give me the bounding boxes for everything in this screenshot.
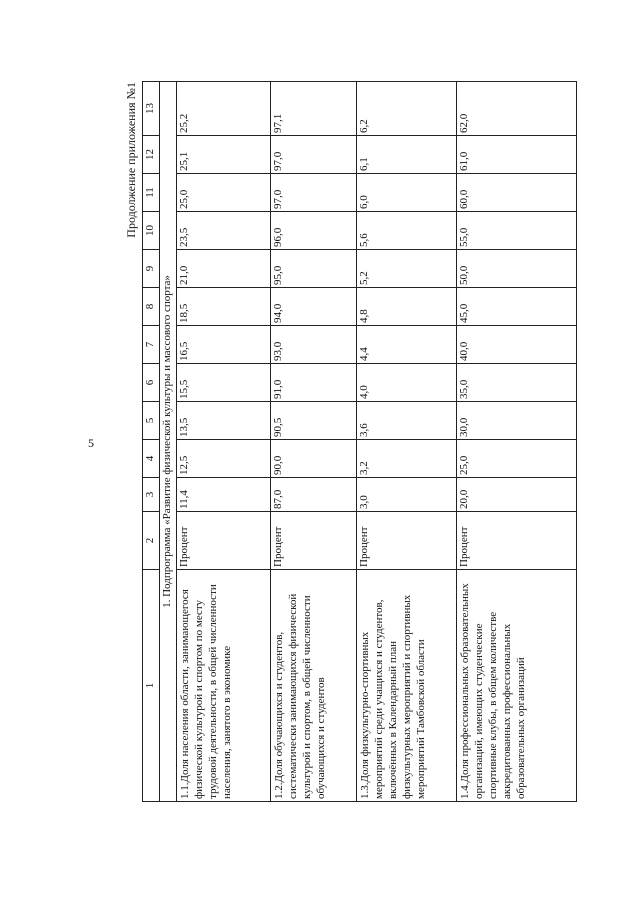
- value-cell: 4,0: [357, 364, 457, 402]
- value-cell: 30,0: [457, 402, 577, 440]
- value-cell: 6,1: [357, 136, 457, 174]
- indicator-name: 1.4.Доля профессиональных образовательных организаций, имеющих студенческие спортивные клубы, в общем количестве аккредитованных профессиональных образовательных организаций: [457, 570, 577, 802]
- col-header: 11: [143, 174, 160, 212]
- value-cell: 6,0: [357, 174, 457, 212]
- col-header: 3: [143, 478, 160, 512]
- indicator-name: 1.3.Доля физкультурно-спортивных мероприятий среди учащихся и студентов, включённых в Календарный план физкультурных мероприятий и спортивных мероприятий Тамбовской области: [357, 570, 457, 802]
- value-cell: 60,0: [457, 174, 577, 212]
- value-cell: 13,5: [177, 402, 271, 440]
- value-cell: 25,1: [177, 136, 271, 174]
- table-row: [177, 82, 271, 802]
- table-row: [357, 82, 457, 802]
- value-cell: 5,6: [357, 212, 457, 250]
- value-cell: 25,2: [177, 82, 271, 136]
- value-cell: 11,4: [177, 478, 271, 512]
- value-cell: 25,0: [457, 440, 577, 478]
- value-cell: 40,0: [457, 326, 577, 364]
- value-cell: 16,5: [177, 326, 271, 364]
- continuation-note: Продолжение приложения №1: [124, 82, 138, 238]
- value-cell: 95,0: [271, 250, 357, 288]
- subprogram-title: 1. Подпрограмма «Развитие физической культуры и массового спорта»: [160, 82, 177, 802]
- col-header: 8: [143, 288, 160, 326]
- indicators-table: [142, 81, 577, 802]
- page-number: 5: [88, 436, 94, 450]
- col-header: 12: [143, 136, 160, 174]
- value-cell: 5,2: [357, 250, 457, 288]
- value-cell: 4,8: [357, 288, 457, 326]
- indicator-name: 1.2.Доля обучающихся и студентов, систематически занимающихся физической культурой и спортом, в общей численности обучающихся и студентов: [271, 570, 357, 802]
- unit-cell: Процент: [177, 512, 271, 570]
- value-cell: 12,5: [177, 440, 271, 478]
- value-cell: 23,5: [177, 212, 271, 250]
- value-cell: 35,0: [457, 364, 577, 402]
- value-cell: 3,0: [357, 478, 457, 512]
- value-cell: 3,6: [357, 402, 457, 440]
- table-row: [271, 82, 357, 802]
- value-cell: 25,0: [177, 174, 271, 212]
- subprogram-row: [160, 82, 177, 802]
- value-cell: 20,0: [457, 478, 577, 512]
- unit-cell: Процент: [457, 512, 577, 570]
- col-header: 10: [143, 212, 160, 250]
- col-header: 4: [143, 440, 160, 478]
- col-header: 13: [143, 82, 160, 136]
- header-row: [143, 82, 160, 802]
- value-cell: 55,0: [457, 212, 577, 250]
- value-cell: 94,0: [271, 288, 357, 326]
- value-cell: 97,1: [271, 82, 357, 136]
- value-cell: 96,0: [271, 212, 357, 250]
- value-cell: 6,2: [357, 82, 457, 136]
- value-cell: 87,0: [271, 478, 357, 512]
- col-header: 9: [143, 250, 160, 288]
- value-cell: 93,0: [271, 326, 357, 364]
- value-cell: 15,5: [177, 364, 271, 402]
- unit-cell: Процент: [271, 512, 357, 570]
- value-cell: 45,0: [457, 288, 577, 326]
- value-cell: 4,4: [357, 326, 457, 364]
- unit-cell: Процент: [357, 512, 457, 570]
- value-cell: 21,0: [177, 250, 271, 288]
- value-cell: 61,0: [457, 136, 577, 174]
- indicator-name: 1.1.Доля населения области, занимающегося физической культурой и спортом по месту трудовой деятельности, в общей численности населения, занятого в экономике: [177, 570, 271, 802]
- value-cell: 97,0: [271, 136, 357, 174]
- col-header: 7: [143, 326, 160, 364]
- value-cell: 97,0: [271, 174, 357, 212]
- table-row: [457, 82, 577, 802]
- value-cell: 50,0: [457, 250, 577, 288]
- value-cell: 3,2: [357, 440, 457, 478]
- col-header: 2: [143, 512, 160, 570]
- value-cell: 91,0: [271, 364, 357, 402]
- col-header: 6: [143, 364, 160, 402]
- rotated-table-wrapper: [124, 82, 640, 802]
- value-cell: 90,5: [271, 402, 357, 440]
- value-cell: 18,5: [177, 288, 271, 326]
- col-header: 1: [143, 570, 160, 802]
- value-cell: 90,0: [271, 440, 357, 478]
- col-header: 5: [143, 402, 160, 440]
- value-cell: 62,0: [457, 82, 577, 136]
